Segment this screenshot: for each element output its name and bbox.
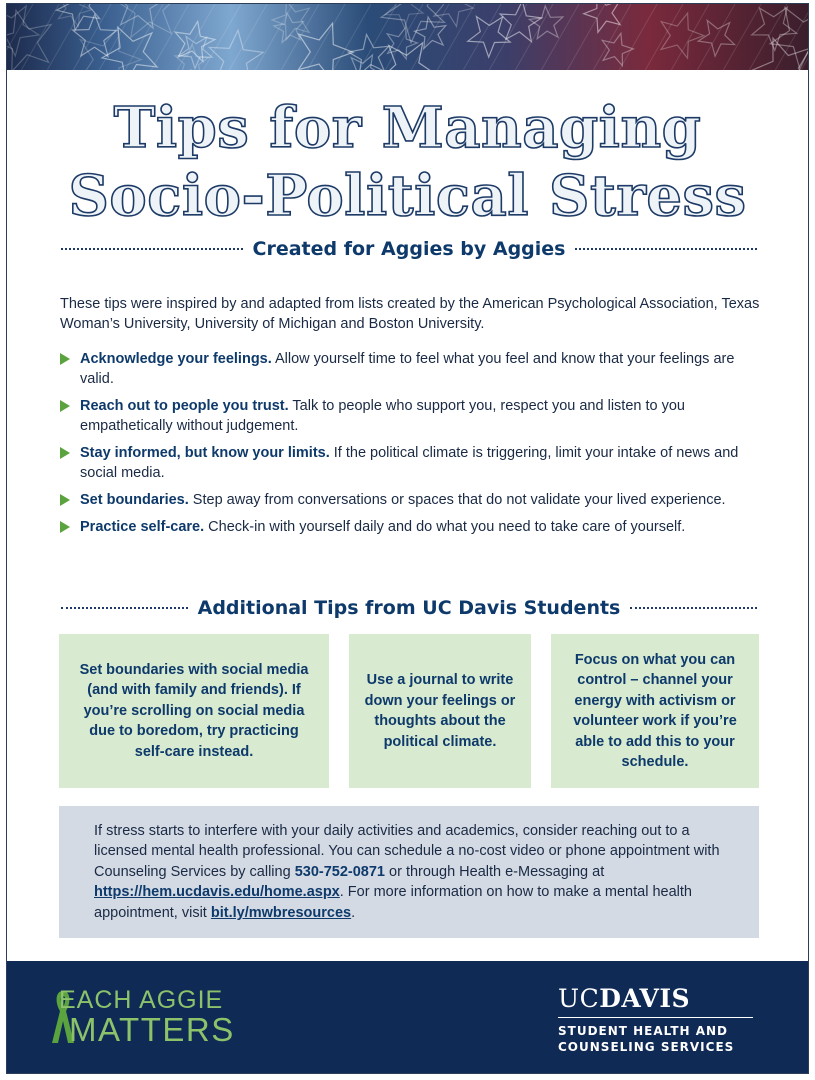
note-text: If stress starts to interfere with your daily activities and academics, consider reaching out to a licensed mental health professional. You can schedule a no-cost video or phone appointment with Counseling Services by calling: [94, 823, 720, 880]
star-banner: [7, 4, 808, 70]
triangle-arrow-icon: [60, 521, 70, 533]
star-shape: [114, 4, 167, 28]
student-tip-card: [551, 634, 759, 788]
star-shape: [698, 20, 734, 56]
tip-lead: Stay informed, but know your limits.: [80, 445, 330, 461]
brand-line-2: MATTERS: [69, 1011, 235, 1048]
tip-item: [60, 443, 760, 483]
student-tips-cards: [59, 634, 759, 788]
title-line-1: Tips for Managing: [113, 95, 702, 161]
triangle-arrow-icon: [60, 494, 70, 506]
star-shape: [58, 4, 91, 26]
davis-text: DAVIS: [599, 984, 691, 1013]
triangle-arrow-icon: [60, 400, 70, 412]
tip-lead: Acknowledge your feelings.: [80, 351, 272, 367]
star-shape: [602, 33, 633, 65]
tip-item: [60, 517, 760, 537]
tip-item: [60, 349, 760, 389]
star-shape: [770, 8, 808, 69]
tip-item: [60, 490, 760, 510]
star-shape: [299, 23, 354, 70]
uc-davis-wordmark: [558, 985, 758, 1013]
page-title: [7, 94, 808, 230]
diagonal-stripe: [7, 4, 33, 70]
resources-link[interactable]: bit.ly/mwbresources: [210, 904, 352, 921]
note-text: .: [351, 904, 356, 921]
student-tip-card: [349, 634, 531, 788]
tip-text: Step away from conversations or spaces that do not validate your lived experience.: [188, 492, 726, 508]
subtitle-row: [61, 238, 757, 260]
logo-rule: [558, 1017, 753, 1018]
dept-line-2: COUNSELING SERVICES: [558, 1040, 735, 1054]
each-aggie-matters-logo: [53, 986, 235, 1048]
star-shape: [500, 4, 541, 42]
star-shape: [80, 28, 141, 71]
tip-text: Allow yourself time to feel what you feel and know that your feelings are valid.: [80, 351, 735, 387]
counseling-note: [59, 806, 759, 938]
title-line-2: Socio-Political Stress: [68, 163, 747, 229]
footer: [7, 961, 808, 1073]
additional-tips-heading: Additional Tips from UC Davis Students: [197, 597, 621, 619]
uc-text: UC: [558, 984, 600, 1013]
brand-line-1: EACH AGGIE: [59, 986, 224, 1014]
star-shape: [115, 4, 181, 37]
star-shape: [209, 30, 263, 70]
dotted-divider-left: [61, 248, 243, 250]
student-tip-text: Use a journal to write down your feelings or thoughts about the political climate.: [364, 672, 516, 750]
tip-lead: Reach out to people you trust.: [80, 398, 289, 414]
triangle-arrow-icon: [60, 447, 70, 459]
dotted-divider-left: [61, 607, 188, 609]
star-pattern-decoration: [7, 4, 808, 70]
phone-number[interactable]: 530-752-0871: [294, 863, 385, 880]
tip-text: Check-in with yourself daily and do what you need to take care of yourself.: [204, 519, 686, 535]
student-tip-card: [59, 634, 329, 788]
triangle-arrow-icon: [60, 353, 70, 365]
uc-davis-logo: [558, 985, 758, 1055]
flyer-page: [6, 3, 809, 1074]
dotted-divider-right: [630, 607, 757, 609]
subtitle: Created for Aggies by Aggies: [252, 238, 566, 260]
star-shape: [584, 4, 620, 32]
note-text: . For more information on how to make a mental health appointment, visit: [94, 884, 692, 921]
tip-text: Talk to people who support you, respect you and listen to you empathetically without judgement.: [80, 398, 685, 434]
star-shape: [7, 10, 51, 70]
hem-link[interactable]: https://hem.ucdavis.edu/home.aspx: [94, 884, 340, 901]
tip-lead: Practice self-care.: [80, 519, 205, 535]
student-tip-text: Focus on what you can control – channel your energy with activism or volunteer work if you’re able to add this to your schedule.: [573, 651, 737, 770]
tip-text: If the political climate is triggering, limit your intake of news and social media.: [80, 445, 739, 481]
tip-lead: Set boundaries.: [80, 492, 189, 508]
tip-item: [60, 396, 760, 436]
dotted-divider-right: [575, 248, 757, 250]
note-text: or through Health e-Messaging at: [385, 863, 605, 880]
additional-tips-heading-row: [61, 597, 757, 619]
star-shape: [434, 4, 473, 26]
student-tip-text: Set boundaries with social media (and with family and friends). If you’re scrolling on social media due to boredom, try practicing self-care instead.: [79, 661, 309, 760]
intro-paragraph: These tips were inspired by and adapted from lists created by the American Psychological Association, Texas Woman’s University, University of Michigan and Boston University.: [60, 296, 760, 332]
dept-line-1: STUDENT HEALTH AND: [558, 1024, 729, 1038]
tips-list: [60, 349, 760, 544]
star-shape: [752, 38, 808, 70]
